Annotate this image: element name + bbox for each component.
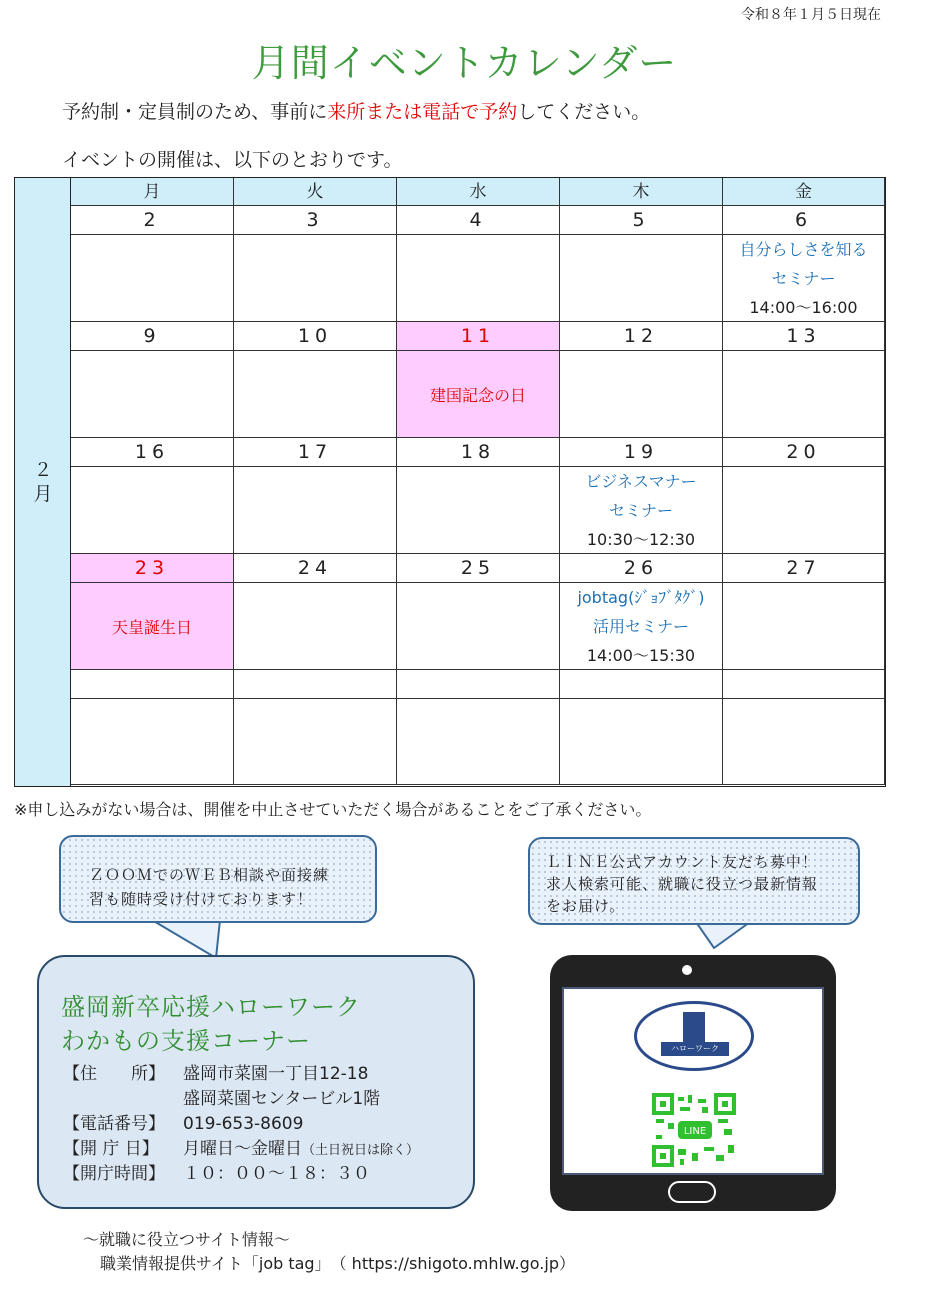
date-cell: 5	[560, 206, 723, 235]
event-cell	[397, 467, 560, 554]
date-cell: 13	[723, 322, 885, 351]
intro-text-red: 来所または電話で予約	[327, 101, 518, 123]
address-line-1: 盛岡市菜園一丁目12-18	[183, 1064, 369, 1084]
date-cell: 26	[560, 554, 723, 583]
open-hours: １０：００～１８：３０	[183, 1164, 370, 1184]
office-name-1: 盛岡新卒応援ハローワーク	[61, 993, 361, 1021]
days-label: 【開 庁 日】	[63, 1139, 159, 1159]
date-cell: 19	[560, 438, 723, 467]
event-title: ビジネスマナー	[585, 472, 697, 491]
line-info-bubble	[528, 837, 860, 925]
zoom-info-bubble	[59, 835, 377, 923]
empty-cell	[397, 670, 560, 699]
date-cell: 11	[397, 322, 560, 351]
event-cell	[723, 583, 885, 670]
bubble-left-line-2: 習も随時受け付けております！	[89, 890, 314, 908]
hellowork-logo	[634, 1001, 754, 1071]
event-cell	[723, 467, 885, 554]
line-qr-code-icon[interactable]	[652, 1093, 736, 1167]
cancellation-note: ※申し込みがない場合は、開催を中止させていただく場合があることをご了承ください。	[14, 800, 652, 819]
logo-band: ハローワーク	[661, 1042, 729, 1056]
empty-cell	[71, 699, 234, 785]
holiday-cell: 天皇誕生日	[71, 583, 234, 670]
event-time: 14:00～15:30	[586, 646, 696, 665]
office-days-row	[63, 1134, 419, 1159]
intro-text-b: してください。	[517, 101, 651, 123]
bubble-right-line-2: 求人検索可能、就職に役立つ最新情報	[546, 875, 819, 893]
date-cell: 4	[397, 206, 560, 235]
jobtag-site-link[interactable]: 職業情報提供サイト「job tag」 （ https://shigoto.mhlw.go.jp）	[100, 1254, 575, 1273]
weekday-header: 月	[71, 178, 234, 206]
building-icon	[683, 1012, 705, 1042]
event-cell	[71, 351, 234, 438]
event-cell	[723, 351, 885, 438]
office-address-row-2	[63, 1084, 380, 1109]
site-info-heading: ～就職に役立つサイト情報～	[83, 1230, 290, 1249]
page-title: 月間イベントカレンダー	[251, 41, 678, 85]
empty-cell	[397, 699, 560, 785]
event-cell	[723, 235, 885, 322]
office-name-2: わかもの支援コーナー	[61, 1027, 311, 1055]
smartphone-graphic	[550, 955, 836, 1211]
event-title: セミナー	[771, 269, 836, 288]
phone-screen	[562, 987, 824, 1175]
date-cell: 16	[71, 438, 234, 467]
date-cell: 24	[234, 554, 397, 583]
bubble-right-line-3: をお届け。	[546, 897, 626, 915]
month-label: ２ 月	[33, 459, 53, 505]
month-column	[15, 178, 71, 786]
event-cell	[397, 235, 560, 322]
date-cell: 20	[723, 438, 885, 467]
event-cell	[71, 235, 234, 322]
empty-cell	[723, 699, 885, 785]
bubble-right-line-1: ＬＩＮＥ公式アカウント友だち募中！	[546, 853, 818, 871]
empty-cell	[560, 699, 723, 785]
office-address-row	[63, 1059, 368, 1084]
empty-cell	[234, 670, 397, 699]
empty-cell	[71, 670, 234, 699]
event-cell	[234, 583, 397, 670]
intro-line-1	[62, 97, 650, 124]
phone-label: 【電話番号】	[63, 1114, 165, 1134]
office-phone-row	[63, 1109, 303, 1134]
date-cell: 25	[397, 554, 560, 583]
open-days-note: （土日祝日は除く）	[302, 1143, 420, 1158]
office-hours-row	[63, 1159, 370, 1184]
hours-label: 【開庁時間】	[63, 1164, 165, 1184]
event-time: 14:00～16:00	[749, 298, 858, 317]
weekday-header: 火	[234, 178, 397, 206]
bubble-left-line-1: ＺＯＯＭでのＷＥＢ相談や面接練	[89, 866, 330, 884]
event-cell	[234, 235, 397, 322]
event-cell	[234, 467, 397, 554]
event-cell	[234, 351, 397, 438]
event-title: jobtag(ｼﾞｮﾌﾞﾀｸﾞ)	[577, 588, 705, 607]
date-cell: 2	[71, 206, 234, 235]
event-title: セミナー	[608, 501, 673, 520]
event-cell	[560, 351, 723, 438]
weekday-header: 水	[397, 178, 560, 206]
event-title: 自分らしさを知る	[739, 240, 868, 259]
date-cell: 9	[71, 322, 234, 351]
holiday-cell: 建国記念の日	[397, 351, 560, 438]
event-calendar	[14, 177, 886, 787]
date-cell: 12	[560, 322, 723, 351]
weekday-header: 木	[560, 178, 723, 206]
event-cell	[397, 583, 560, 670]
empty-cell	[234, 699, 397, 785]
event-title: 活用セミナー	[592, 617, 689, 636]
weekday-header: 金	[723, 178, 885, 206]
office-info-panel	[37, 955, 475, 1209]
date-cell: 17	[234, 438, 397, 467]
empty-cell	[560, 670, 723, 699]
event-cell	[71, 467, 234, 554]
event-cell	[560, 235, 723, 322]
open-days: 月曜日～金曜日	[183, 1139, 302, 1159]
date-cell: 6	[723, 206, 885, 235]
address-line-2: 盛岡菜園センタービル1階	[183, 1089, 381, 1109]
intro-line-2: イベントの開催は、以下のとおりです。	[62, 149, 403, 171]
address-label: 【住 所】	[63, 1064, 165, 1084]
camera-icon	[682, 965, 692, 975]
event-cell	[560, 583, 723, 670]
date-cell: 3	[234, 206, 397, 235]
date-cell: 27	[723, 554, 885, 583]
phone-number[interactable]: 019-653-8609	[183, 1114, 304, 1134]
empty-cell	[723, 670, 885, 699]
date-cell: 10	[234, 322, 397, 351]
home-button-icon	[668, 1181, 716, 1203]
intro-text-a: 予約制・定員制のため、事前に	[62, 101, 328, 123]
date-cell: 23	[71, 554, 234, 583]
date-cell: 18	[397, 438, 560, 467]
as-of-date: 令和８年１月５日現在	[741, 7, 881, 23]
event-time: 10:30～12:30	[586, 530, 696, 549]
event-cell	[560, 467, 723, 554]
qr-line-label: LINE	[683, 1126, 707, 1137]
